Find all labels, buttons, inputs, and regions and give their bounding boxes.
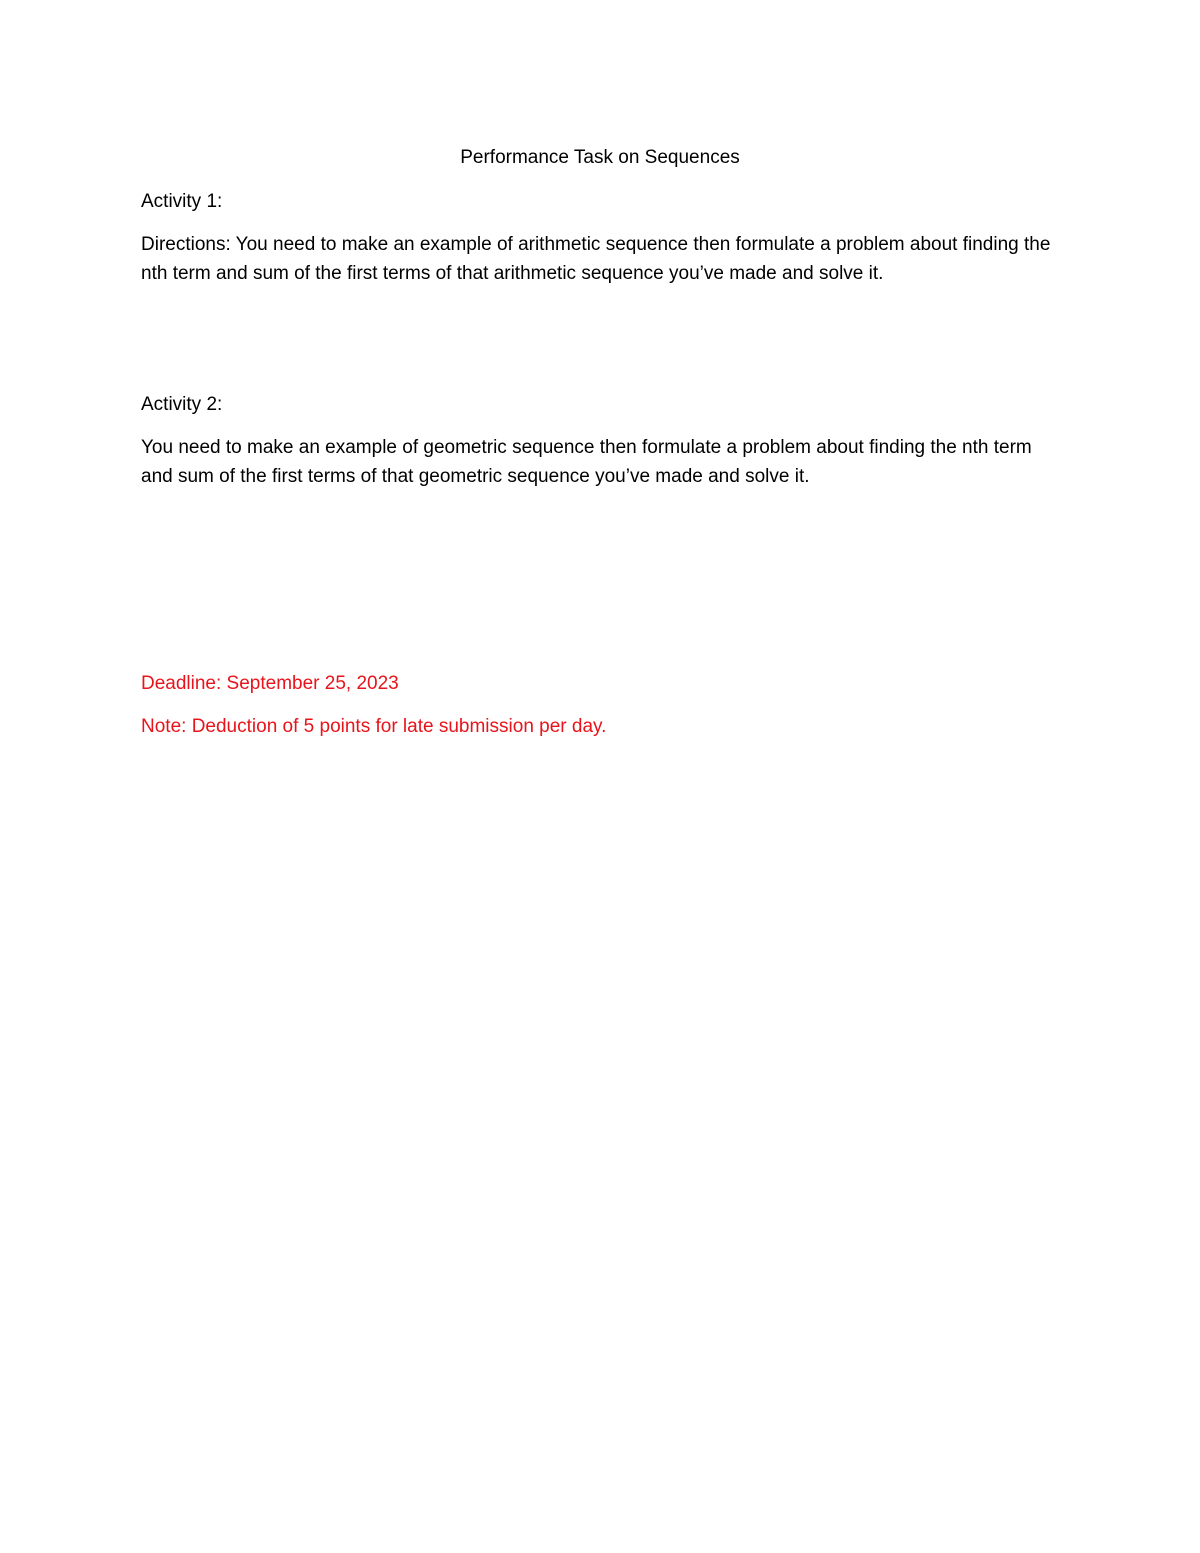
activity-2-section <box>141 390 1059 491</box>
directions-label: Directions: <box>141 234 231 255</box>
activity-2-heading: Activity 2: <box>141 394 223 415</box>
deadline-value: September 25, 2023 <box>221 673 399 694</box>
document-body <box>141 143 1059 755</box>
activity-1-text: You need to make an example of arithmetic sequence then formulate a problem about finding the nth term and sum of the first terms of that arithmetic sequence you’ve made and solve it. <box>141 234 1051 284</box>
activity-1-section <box>141 187 1059 288</box>
activity-1-heading: Activity 1: <box>141 191 223 212</box>
note-value: Deduction of 5 points for late submission per day. <box>186 716 607 737</box>
deadline-label: Deadline: <box>141 673 222 694</box>
deadline-line <box>141 669 1059 698</box>
document-title: Performance Task on Sequences <box>460 147 740 168</box>
note-label: Note: <box>141 716 187 737</box>
activity-1-directions <box>141 230 1059 288</box>
note-line <box>141 712 1059 741</box>
activity-2-text: You need to make an example of geometric sequence then formulate a problem about finding the nth term and sum of the first terms of that geometric sequence you’ve made and solve it. <box>141 437 1032 487</box>
